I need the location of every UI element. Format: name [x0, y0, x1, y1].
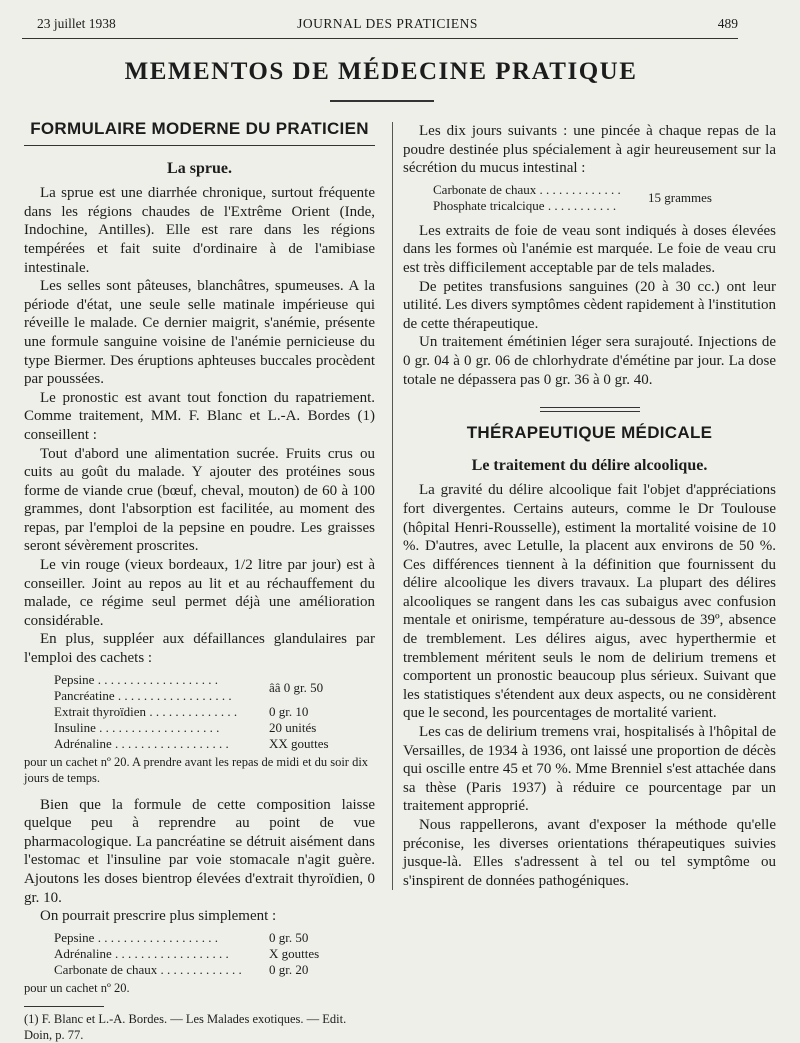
prescription-line [24, 736, 375, 752]
ingredient-name: Carbonate de chaux . . . . . . . . . . . . . [433, 181, 621, 197]
running-header [37, 16, 738, 38]
paragraph: En plus, suppléer aux défaillances glandulaires par l'emploi des cachets : [24, 631, 375, 667]
footnote-rule [24, 1006, 104, 1007]
prescription-line [24, 962, 375, 978]
ingredient-name: Phosphate tricalcique . . . . . . . . . . . [433, 197, 617, 213]
paragraph: La gravité du délire alcoolique fait l'objet d'appréciations fort divergentes. Certains auteurs, comme le Dr Toulouse (hôpital Henri-Rousselle), estiment la mortalité voisine de 10 %. D'autres, avec Letulle, la placent aux environs de 50 %. Ces différences tiennent à la définition que fournissent du délire alcoolique les divers travaux. La plupart des délires alcooliques se rangent dans les cas subaigus avec confusion mentale et onirisme, température au-dessous de 39º, absence de tremblement. Les délires aigus, avec hyperthermie et tremblement méritent seuls le nom de delirium tremens et comportent un pronostic beaucoup plus sérieux. Suivant que les statistiques s'étendent aux deux aspects, ou ne considèrent que le second, les pourcentages de mortalité varient. [403, 482, 776, 722]
paragraph: Les selles sont pâteuses, blanchâtres, spumeuses. A la période d'état, une seule selle matinale impérieuse qui réveille le malade. Ce dernier maigrit, s'anémie, présente une formule sanguine voisine de l'anémie pernicieuse du type Biermer. Des éruptions aphteuses buccales procèdent par poussées. [24, 278, 375, 388]
prescription-note: pour un cachet nº 20. [24, 980, 130, 995]
ingredient-dose: XX gouttes [269, 735, 329, 751]
section-divider [540, 407, 640, 412]
prescription-line [24, 720, 375, 736]
paragraph: Les cas de delirium tremens vrai, hospitalisés à l'hôpital de Versailles, de 1934 à 1936, ont laissé une proportion de décès qui oscille entre 45 et 70 %. Mme Brenniel s'est attachée dans sa thèse (Paris 1937) à réduire ce pourcentage par un traitement approprié. [403, 724, 776, 815]
prescription-line [24, 930, 375, 946]
paragraph: Tout d'abord une alimentation sucrée. Fruits crus ou cuits au goût du malade. Y ajouter des protéines sous forme de viande crue (bœuf, cheval, mouton) de 60 à 100 grammes, dont l'absorption est facilitée, au moment des repas, par l'emploi de la pepsine en poudre. Les graisses seront sévèrement proscrites. [24, 445, 375, 555]
header-date: 23 juillet 1938 [37, 16, 116, 31]
ingredient-dose: 0 gr. 10 [269, 703, 309, 719]
paragraph: La sprue est une diarrhée chronique, surtout fréquente dans les régions chaudes de l'Extrême Orient (Inde, Indochine, Antilles). Elle est rare dans les régions tempérées et fait suite d'ordinaire à de l'amibiase intestinale. [24, 185, 375, 276]
ingredient-dose: 0 gr. 50 [269, 929, 309, 945]
prescription-line [24, 688, 375, 704]
paragraph: Un traitement émétinien léger sera surajouté. Injections de 0 gr. 04 à 0 gr. 06 de chlorhydrate d'émétine par jour. La dose totale ne dépassera pas 0 gr. 36 à 0 gr. 40. [403, 334, 776, 388]
ingredient-name: Extrait thyroïdien . . . . . . . . . . . . . . [54, 703, 238, 719]
ingredient-name: Carbonate de chaux . . . . . . . . . . . . . [54, 961, 242, 977]
paragraph: De petites transfusions sanguines (20 à 30 cc.) ont leur utilité. Les divers symptômes cèdent rapidement à l'institution de cette thérapeutique. [403, 278, 776, 332]
ingredient-dose: X gouttes [269, 945, 320, 961]
prescription-poudre [403, 182, 776, 214]
brace-value: 15 grammes [648, 189, 712, 205]
section-title-therapeutique: THÉRAPEUTIQUE MÉDICALE [466, 423, 713, 443]
prescription-line [24, 704, 375, 720]
prescription-line [403, 198, 776, 214]
prescription-line [24, 946, 375, 962]
header-journal: JOURNAL DES PRATICIENS [297, 16, 478, 31]
prescription-note: pour un cachet nº 20. A prendre avant les repas de midi et du soir dix jours de temps. [24, 754, 369, 785]
title-rule [330, 100, 434, 102]
ingredient-dose: 0 gr. 20 [269, 961, 309, 977]
paragraph: Le vin rouge (vieux bordeaux, 1/2 litre par jour) est à conseiller. Joint au repos au lit et au réchauffement du malade, ce régime seul permet déjà une amélioration considérable. [24, 557, 375, 629]
paragraph: Le pronostic est avant tout fonction du rapatriement. Comme traitement, MM. F. Blanc et L.-A. Bordes (1) conseillent : [24, 389, 375, 443]
paragraph: Nous rappellerons, avant d'exposer la méthode qu'elle préconise, les diverses orientations thérapeutiques suivies jusque-là. Elles s'adressent à tel ou tel symptôme ou s'inspirent de données pathogéniques. [403, 817, 776, 889]
paragraph: Les extraits de foie de veau sont indiqués à doses élevées dans les formes où l'anémie est marquée. Le foie de veau cru est très difficilement acceptable par de tels malades. [403, 222, 776, 276]
left-column [24, 120, 375, 1043]
header-rule [22, 38, 738, 39]
prescription-simple [24, 930, 375, 978]
paragraph: On pourrait prescrire plus simplement : [40, 908, 277, 925]
ingredient-name: Adrénaline . . . . . . . . . . . . . . . . . . [54, 735, 229, 751]
ingredient-name: Adrénaline . . . . . . . . . . . . . . . . . . [54, 945, 229, 961]
article-title-delire: Le traitement du délire alcoolique. [471, 456, 708, 474]
ingredient-name: Insuline . . . . . . . . . . . . . . . . . . . [54, 719, 220, 735]
prescription-cachets [24, 672, 375, 752]
right-column [392, 122, 776, 890]
ingredient-name: Pepsine . . . . . . . . . . . . . . . . . . . [54, 671, 218, 687]
brace-value: ââ 0 gr. 50 [269, 679, 324, 695]
ingredient-name: Pepsine . . . . . . . . . . . . . . . . . . . [54, 929, 218, 945]
article-title-sprue: La sprue. [167, 159, 232, 177]
section-title-formulaire: FORMULAIRE MODERNE DU PRATICIEN [24, 120, 375, 146]
header-page-number: 489 [717, 16, 738, 31]
paragraph: Les dix jours suivants : une pincée à chaque repas de la poudre destinée plus spécialement à agir heureusement sur la sécrétion du mucus intestinal : [403, 123, 776, 177]
paragraph: Bien que la formule de cette composition laisse quelque peu à reprendre au point de vue pharmacologique. La pancréatine se détruit aisément dans l'estomac et l'insuline par voie stomacale n'agit guère. Ajoutons les doses bientrop élevées d'extrait thyroïdien, 0 gr. 10. [24, 796, 375, 906]
footnote: (1) F. Blanc et L.-A. Bordes. — Les Malades exotiques. — Edit. Doin, p. 77. [24, 1011, 347, 1042]
page-title: MEMENTOS DE MÉDECINE PRATIQUE [124, 58, 638, 85]
ingredient-name: Pancréatine . . . . . . . . . . . . . . . . . . [54, 687, 232, 703]
ingredient-dose: 20 unités [269, 719, 317, 735]
